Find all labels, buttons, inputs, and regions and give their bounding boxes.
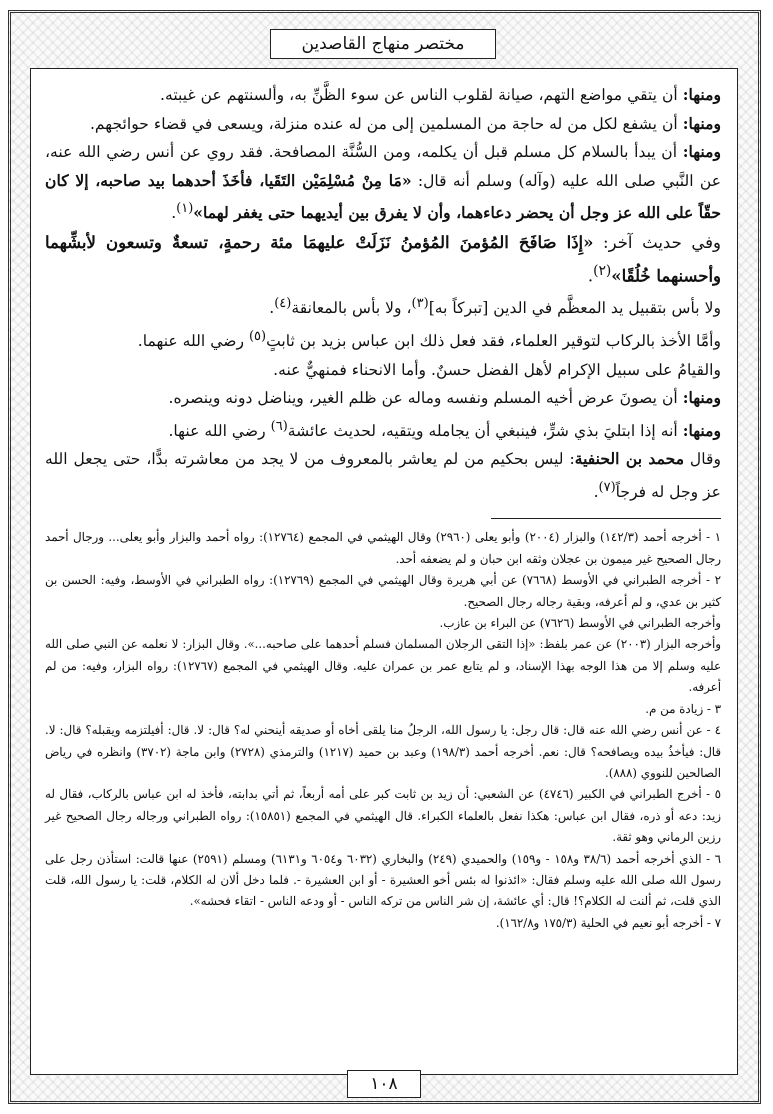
footnote-ref: (٦) (270, 418, 288, 434)
paragraph-lead: ومنها: (682, 85, 721, 104)
hadith-quote: «مَا مِنْ مُسْلِمَيْن التَقَيا، فأخَذَ أحدهما بيد صاحبه، إلا كان حقّاً على الله عز وجل أن يحضر دعاءهما، وأن لا يفرق بين أيديهما حتى يغفر لهما» (45, 170, 721, 223)
page-number-box (347, 1070, 421, 1098)
footnote: ٤ - عن أنس رضي الله عنه قال: قال رجل: يا رسول الله، الرجلُ منا يلقى أخاه أو صديقه أينحني له؟ قال: لا. قال: أفيلتزمه ويقبله؟ قال: لا. قال: فيأخذُ بيده ويصافحه؟ قال: نعم. أخرجه أحمد (١٩٨/٣) وعبد بن حميد (١٢١٧) والترمذي (٢٧٢٨) وابن ماجة (٣٧٠٢) وانظره في رياض الصالحين للنووي (٨٨٨). (45, 723, 721, 780)
paragraph-7 (45, 356, 721, 385)
paragraph-text: وقال (684, 450, 721, 469)
paragraph-text: ، ولا بأس بالمعانقة (291, 299, 412, 318)
paragraph-10 (45, 445, 721, 506)
footnote: وأخرجه الطبراني في الأوسط (٧٦٢٦) عن البراء بن عازب. (439, 616, 721, 631)
footnote: ٧ - أخرجه أبو نعيم في الحلية (١٧٥/٣ و١٦٢/٨). (495, 915, 721, 930)
paragraph-text: أن يشفع لكل من له حاجة من المسلمين إلى من له عنده منزلة، ويسعى في قضاء حوائجهم. (89, 114, 683, 133)
footnote-separator (491, 518, 721, 519)
paragraph-1 (45, 81, 721, 110)
book-title: مختصر منهاج القاصدين (301, 34, 465, 54)
paragraph-text: أن يصونَ عرض أخيه المسلم ونفسه وماله عن ظلم الغير، ويناضل دونه وينصره. (168, 389, 683, 408)
paragraph-text: رضي الله عنها. (168, 421, 271, 440)
paragraph-text: وفي حديث آخر: (593, 232, 721, 252)
punctuation: . (171, 204, 177, 223)
footnote-ref: (٣) (411, 296, 429, 312)
paragraph-lead: ومنها: (682, 142, 721, 161)
paragraph-text: والقيامُ على سبيل الإكرام لأهل الفضل حسنٌ. وأما الانحناء فمنهيٌّ عنه. (273, 360, 721, 379)
footnote-ref: (٤) (274, 296, 292, 312)
paragraph-lead: ومنها: (682, 388, 721, 408)
footnote-ref: (٥) (248, 328, 267, 344)
punctuation: . (593, 482, 599, 501)
footnote-ref: (٧) (598, 479, 616, 495)
paragraph-text: أن يتقي مواضع التهم، صيانة لقلوب الناس عن سوء الظَّنِّ به، وألسنتهم عن غيبته. (160, 86, 683, 104)
paragraph-lead: ومنها: (682, 420, 721, 440)
paragraph-3 (45, 138, 721, 228)
person-name: محمد بن الحنفية (574, 449, 685, 469)
punctuation: . (587, 266, 594, 286)
paragraph-text: أن يبدأ بالسلام كل مسلم قبل أن يكلمه، ومن السُّنَّة المصافحة. فقد روي عن أنس رضي الله عنه، عن النَّبي صلى الله عليه (وآله) وسلم أنه قال: (45, 143, 721, 190)
paragraph-2 (45, 110, 721, 139)
paragraph-5 (45, 290, 721, 323)
paragraph-8 (45, 384, 721, 413)
page-number: ١٠٨ (370, 1074, 398, 1094)
footnote: ٥ - أخرج الطبراني في الكبير (٤٧٤٦) عن الشعبي: أن زيد بن ثابت كبر على أمه أربعاً، ثم أتي بدابته، فأخذ له ابن عباس بالركاب، فقال له زيد: دعه أو ذره، فقال ابن عباس: هكذا نفعل بالعلماء الكبراء. قال الهيثمي في المجمع (١٥٨٥١): رواه الطبراني ورجاله رجال الصحيح غير رزين الرماني وهو ثقة. (45, 787, 721, 845)
paragraph-text: ولا بأس بتقبيل يد المعظَّم في الدين [تبركاً به] (428, 299, 721, 318)
paragraph-text: رضي الله عنهما. (137, 332, 249, 351)
paragraph-text: أنه إذا ابتليَ بذي شرٍّ، فينبغي أن يجامله ويتقيه، لحديث عائشة (287, 421, 683, 440)
footnote: ٢ - أخرجه الطبراني في الأوسط (٧٦٦٨) عن أبي هريرة وقال الهيثمي في المجمع (١٢٧٦٩): رواه الطبراني في الأوسط، وفيه: الحسن بن كثير بن عدي، و لم أعرفه، وبقية رجاله رجال الصحيح. (45, 573, 722, 609)
running-header (270, 29, 496, 59)
paragraph-text: وأمَّا الأخذ بالركاب لتوقير العلماء، فقد فعل ذلك ابن عباس بزيد بن ثابتٍ (266, 332, 721, 351)
footnotes (45, 527, 721, 934)
punctuation: . (269, 299, 275, 318)
paragraph-4 (45, 228, 721, 291)
paragraph-6 (45, 323, 721, 356)
footnote: ٦ - الذي أخرجه أحمد (٣٨/٦ و١٥٨ - و١٥٩) والحميدي (٢٤٩) والبخاري (٦٠٣٢ و٦٠٥٤ و٦١٣١) ومسلم (٢٥٩١) عنها قالت: استأذن رجل على رسول الله صلى الله عليه وسلم فقال: «ائذنوا له بئس أخو العشيرة - أو ابن العشيرة -. فلما دخل ألان له الكلام، قلت: يا رسول الله، قلت الذي قلت، ثم ألنت له الكلام؟! قال: أي عائشة، إن شر الناس من تركه الناس - أو ودعه الناس - اتقاء فحشه». (45, 851, 721, 909)
paragraph-9 (45, 413, 721, 446)
paragraph-text: : ليس بحكيم من لم يعاشر بالمعروف من لا يجد من معاشرته بدًّا، حتى يجعل الله عز وجل له فرجاً (45, 450, 721, 501)
footnote-ref: (١) (176, 201, 194, 216)
page-content (30, 68, 738, 1075)
paragraph-lead: ومنها: (682, 113, 721, 133)
footnote: ١ - أخرجه أحمد (١٤٢/٣) والبزار (٢٠٠٤) وأبو يعلى (٢٩٦٠) وقال الهيثمي في المجمع (١٢٧٦٤): رواه أحمد والبزار وأبو يعلى... ورجال أحمد رجال الصحيح غير ميمون بن عجلان وثقه ابن حبان و لم يضعفه أحد. (45, 530, 721, 566)
footnote: وأخرجه البزار (٢٠٠٣) عن عمر بلفظ: «إذا التقى الرجلان المسلمان فسلم أحدهما على صاحبه...». وقال البزار: لا نعلمه عن النبي صلى الله عليه وسلم إلا من هذا الوجه بهذا الإسناد، و لم يتابع عمر بن عمران عليه. وقال الهيثمي في المجمع (١٢٧٦٧): رواه البزار، وفيه: من لم أعرفه. (45, 637, 722, 695)
footnote-ref: (٢) (593, 262, 612, 279)
footnote: ٣ - زيادة من م. (645, 701, 721, 716)
hadith-quote: «إِذَا صَافَحَ المُؤمنَ المُؤمنُ نَزَلَتْ عليهمَا مئة رحمةٍ، تسعةٌ وتسعون لأبشِّهما وأحسنهما خُلُقًا» (45, 232, 721, 286)
